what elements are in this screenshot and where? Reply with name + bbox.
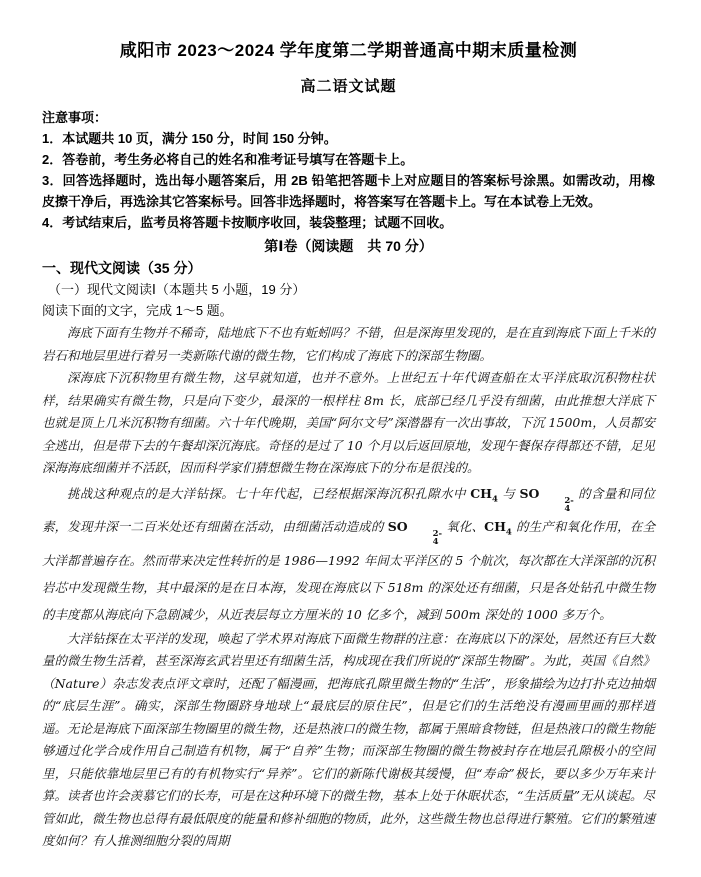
- notice-item-4: 4．考试结束后，监考员将答题卡按顺序收回，装袋整理；试题不回收。: [42, 215, 453, 230]
- chemical-formula: SO 2- 4: [519, 485, 574, 514]
- reading-passage: [42, 322, 655, 853]
- exam-title: 咸阳市 2023～2024 学年度第二学期普通高中期末质量检测: [119, 41, 578, 60]
- exam-subtitle: 高二语文试题: [300, 78, 397, 95]
- chemical-formula: SO 2- 4: [387, 519, 443, 547]
- notice-heading: 注意事项：: [42, 110, 108, 125]
- reading-instruction: 阅读下面的文字，完成 1～5 题。: [42, 303, 233, 318]
- chemical-formula: $CH_4$: [484, 519, 512, 538]
- chemical-formula: $CH_4$: [470, 485, 498, 504]
- passage-paragraph: 深海底下沉积物里有微生物，这早就知道，也并不意外。上世纪五十年代调查船在太平洋底取沉积物柱状样，结果确实有微生物，只是向下变少，最深的一根样柱 8m 长，底部已经几乎没有细菌，由此推想大洋底下也就是顶上几米沉积物有细菌。六十年代晚期，美国“阿尔文号”深潜器有一次出事故，下沉 1500m，人员都安全逃出，但是带下去的午餐却深沉海底。奇怪的是过了 10 个月以后返回原地，发现午餐保存得都还不错，足见深海海底细菌并不活跃，因而科学家们猜想微生物在深海底下的分布是很浅的。: [42, 370, 655, 475]
- notice-item-1: 1．本试题共 10 页，满分 150 分，时间 150 分钟。: [42, 131, 337, 146]
- passage-paragraph: 海底下面有生物并不稀奇，陆地底下不也有蚯蚓吗？不错，但是深海里发现的，是在直到海底下面上千米的岩石和地层里进行着另一类新陈代谢的微生物，它们构成了海底下的深部生物圈。: [42, 325, 655, 363]
- notice-section: [42, 107, 655, 233]
- notice-item-3: 3．回答选择题时，选出每小题答案后，用 2B 铅笔把答题卡上对应题目的答案标号涂黑。如需改动，用橡皮擦干净后，再选涂其它答案标号。回答非选择题时，将答案写在答题卡上。写在本试卷上无效。: [42, 173, 655, 209]
- notice-item-2: 2．答卷前，考生务必将自己的姓名和准考证号填写在答题卡上。: [42, 152, 414, 167]
- volume-heading: 第Ⅰ卷（阅读题 共 70 分）: [264, 238, 433, 254]
- part-heading: 一、现代文阅读（35 分）: [42, 260, 202, 276]
- passage-paragraph: 挑战这种观点的是大洋钻探。七十年代起，已经根据深海沉积孔隙水中 $CH_4$ 与 SO 2- 4 的含量和同位素，发现井深一二百米处还有细菌在活动，由细菌活动造成的 SO 2- 4 氧化、$CH_4$ 的生产和氧化作用，在全大洋都普遍存在。然而带来决定性转折的是 1986—1992 年间太平洋区的 5 个航次，每次都在大洋深部的沉积岩芯中发现微生物，其中最深的是在日本海，发现在海底以下 518m 的深处还有细菌，只是各处钻孔中微生物的丰度都从海底向下急剧减少，从近表层每立方厘米的 10 亿多个，减到 500m 深处的 1000 多万个。: [42, 485, 655, 622]
- passage-paragraph: 大洋钻探在太平洋的发现，唤起了学术界对海底下面微生物群的注意：在海底以下的深处，居然还有巨大数量的微生物生活着，甚至深海玄武岩里还有细菌生活，构成现在我们所说的“深部生物圈”。为此，英国《自然》（Nature）杂志发表点评文章时，还配了幅漫画，把海底孔隙里微生物的“生活”，形象描绘为边打扑克边抽烟的“底层生涯”。确实，深部生物圈跻身地球上“最底层的原住民”，但是它们的生活绝没有漫画里画的那样逍遥。无论是海底下面深部生物圈里的微生物，还是热液口的微生物，都属于黑暗食物链，但是热液口的微生物能够通过化学合成作用自己制造有机物，属于“自养”生物；而深部生物圈的微生物被封存在地层孔隙极小的空间里，只能依靠地层里已有的有机物实行“异养”。它们的新陈代谢极其缓慢，但“寿命”极长，要以多少万年来计算。读者也许会羡慕它们的长寿，可是在这种环境下的微生物，基本上处于休眠状态，“生活质量”无从谈起。尽管如此，微生物也总得有最低限度的能量和修补细胞的物质，此外，这些微生物也总得进行繁殖。它们的繁殖速度如何？有人推测细胞分裂的周期: [42, 630, 655, 848]
- subpart-heading: （一）现代文阅读Ⅰ（本题共 5 小题，19 分）: [48, 282, 306, 297]
